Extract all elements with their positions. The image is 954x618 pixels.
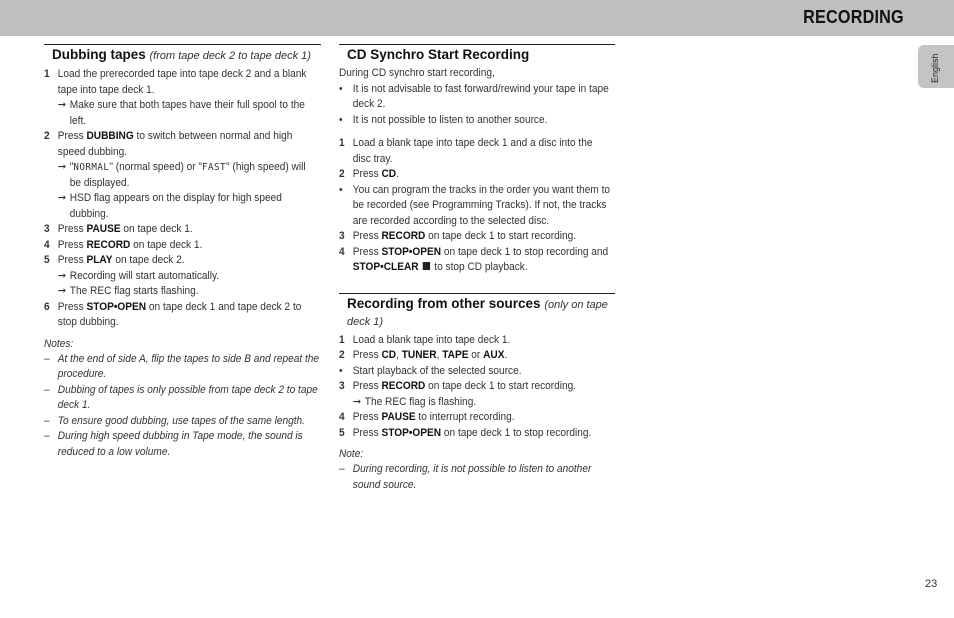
dash-icon: – (44, 383, 50, 396)
dash-icon: – (44, 352, 50, 365)
dash-icon: – (44, 430, 50, 442)
dubbing-step-2-result-1: ➞ "NORMAL" (normal speed) or "FAST" (high speed) will be displayed. (57, 161, 306, 189)
dubbing-note: – During high speed dubbing in Tape mode, the sound is reduced to a low volume. (44, 430, 303, 458)
bullet-icon: • (339, 82, 343, 95)
stop-square-icon (422, 262, 429, 270)
dubbing-step-5-result-2: ➞ The REC flag starts flashing. (44, 284, 319, 300)
dubbing-notes-title: Notes: (44, 337, 74, 350)
arrow-icon: ➞ (57, 99, 67, 111)
cd-synchro-intro: During CD synchro start recording, (339, 67, 495, 79)
other-sources-step-5: 5 Press STOP•OPEN on tape deck 1 to stop recording. (339, 426, 592, 439)
cd-synchro-bullet: • It is not advisable to fast forward/rewind your tape in tape deck 2. (339, 82, 609, 110)
dubbing-step-1: 1 Load the prerecorded tape into tape deck 2 and a blank tape into tape deck 1. (44, 68, 307, 96)
other-sources-heading (339, 293, 615, 330)
dubbing-step-5-result-1: ➞ Recording will start automatically. (44, 269, 319, 285)
arrow-icon: ➞ (57, 161, 67, 173)
arrow-icon: ➞ (57, 269, 67, 282)
dubbing-step-3: 3 Press PAUSE on tape deck 1. (44, 223, 193, 235)
dubbing-subtitle: (from tape deck 2 to tape deck 1) (149, 50, 311, 62)
arrow-icon: ➞ (57, 192, 67, 204)
language-tab-label: English (930, 53, 940, 83)
other-sources-step-2-bullet: • Start playback of the selected source. (339, 364, 613, 380)
page-number: 23 (925, 578, 938, 590)
dubbing-step-4: 4 Press RECORD on tape deck 1. (44, 238, 203, 251)
dubbing-heading (44, 44, 321, 64)
dubbing-section (44, 44, 321, 460)
dubbing-note: – Dubbing of tapes is only possible from tape deck 2 to tape deck 1. (44, 383, 318, 411)
other-sources-note-title: Note: (339, 448, 364, 460)
dash-icon: – (44, 414, 50, 427)
cd-synchro-heading (339, 44, 615, 63)
page-title: RECORDING (803, 7, 904, 27)
cd-synchro-step-2-bullet: • You can program the tracks in the order you want them to be recorded (see Programming Tracks). If not, the tracks are recorded according to the selected disc. (339, 183, 611, 227)
other-sources-note: – During recording, it is not possible to listen to another sound source. (339, 463, 592, 491)
arrow-icon: ➞ (352, 395, 362, 408)
cd-synchro-step-1: 1 Load a blank tape into tape deck 1 and a disc into the disc tray. (339, 137, 593, 165)
other-sources-step-3-result: ➞ The REC flag is flashing. (339, 395, 613, 411)
other-sources-title: Recording from other sources (347, 295, 541, 311)
cd-synchro-title: CD Synchro Start Recording (347, 47, 530, 62)
dubbing-note: – At the end of side A, flip the tapes to side B and repeat the procedure. (44, 352, 320, 380)
bullet-icon: • (339, 364, 343, 377)
dash-icon: – (339, 463, 345, 475)
cd-synchro-step-4: 4 Press STOP•OPEN on tape deck 1 to stop recording and STOP•CLEAR to stop CD playback. (339, 245, 609, 273)
lcd-normal-text: NORMAL (73, 162, 110, 173)
middle-column (339, 44, 615, 493)
dubbing-title: Dubbing tapes (52, 47, 146, 62)
dubbing-step-2-result-2: ➞ HSD flag appears on the display for high speed dubbing. (57, 192, 282, 220)
bullet-icon: • (339, 113, 343, 126)
dubbing-step-2: 2 Press DUBBING to switch between normal and high speed dubbing. (44, 130, 293, 158)
cd-synchro-bullet: • It is not possible to listen to another source. (339, 113, 613, 129)
bullet-icon: • (339, 183, 343, 196)
dubbing-step-6: 6 Press STOP•OPEN on tape deck 1 and tape deck 2 to stop dubbing. (44, 300, 302, 328)
dubbing-note: – To ensure good dubbing, use tapes of the same length. (44, 414, 319, 430)
other-sources-step-2: 2 Press CD, TUNER, TAPE or AUX. (339, 349, 508, 361)
other-sources-step-4: 4 Press PAUSE to interrupt recording. (339, 411, 515, 423)
cd-synchro-step-3: 3 Press RECORD on tape deck 1 to start recording. (339, 230, 577, 242)
header-bar (0, 0, 954, 36)
cd-synchro-step-2: 2 Press CD. (339, 168, 399, 180)
language-tab (918, 45, 954, 88)
other-sources-step-1: 1 Load a blank tape into tape deck 1. (339, 333, 511, 346)
dubbing-step-5: 5 Press PLAY on tape deck 2. (44, 254, 185, 266)
dubbing-step-1-result: ➞ Make sure that both tapes have their full spool to the left. (57, 99, 305, 127)
other-sources-subtitle: (only on tape deck 1) (347, 298, 608, 328)
arrow-icon: ➞ (57, 285, 67, 297)
other-sources-step-3: 3 Press RECORD on tape deck 1 to start recording. (339, 380, 577, 392)
lcd-fast-text: FAST (202, 162, 227, 173)
